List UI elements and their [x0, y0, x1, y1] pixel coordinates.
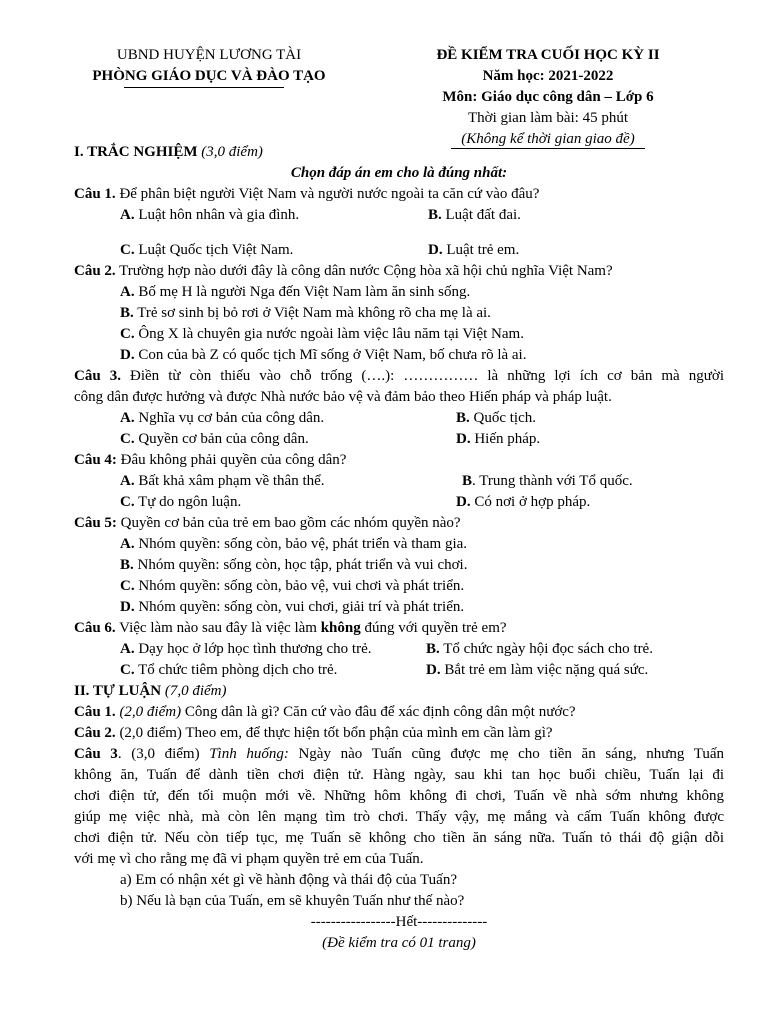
option-c: C. Luật Quốc tịch Việt Nam. [120, 242, 294, 258]
question-6: Câu 6. Việc làm nào sau đây là việc làm không đúng với quyền trẻ em? [74, 620, 507, 636]
essay-question-1: Câu 1. (2,0 điểm) Công dân là gì? Căn cứ vào đâu để xác định công dân một nước? [74, 704, 576, 720]
question-3-options-ab [74, 408, 724, 429]
question-1-options-cd [74, 240, 724, 261]
question-6-options-cd [74, 660, 724, 681]
option-c: C. Tự do ngôn luận. [120, 494, 242, 510]
part1-heading: I. TRẮC NGHIỆM (3,0 điểm) [74, 144, 263, 160]
option-a: A. Nghĩa vụ cơ bản của công dân. [120, 410, 325, 426]
department-name: PHÒNG GIÁO DỤC VÀ ĐÀO TẠO [92, 68, 326, 84]
question-3-options-cd [74, 429, 724, 450]
duration-note: (Không kể thời gian giao đề) [461, 131, 635, 147]
essay-question-3-line: giúp mẹ việc nhà, mà còn lên mạng tìm trò chơi. Thấy vậy, mẹ mắng và cấm Tuấn không được [74, 809, 724, 825]
question-5: Câu 5: Quyền cơ bản của trẻ em bao gồm các nhóm quyền nào? [74, 515, 461, 531]
option-b: B. Nhóm quyền: sống còn, học tập, phát triển và vui chơi. [120, 557, 468, 573]
essay-question-3b: b) Nếu là bạn của Tuấn, em sẽ khuyên Tuấn như thế nào? [120, 893, 465, 909]
option-d: D. Con của bà Z có quốc tịch Mĩ sống ở Việt Nam, bố chưa rõ là ai. [120, 347, 527, 363]
option-a: A. Bố mẹ H là người Nga đến Việt Nam làm ăn sinh sống. [120, 284, 471, 300]
question-6-options-ab [74, 639, 724, 660]
option-c: C. Tổ chức tiêm phòng dịch cho trẻ. [120, 662, 338, 678]
district-name: UBND HUYỆN LƯƠNG TÀI [116, 47, 302, 63]
page-count-note: (Đề kiểm tra có 01 trang) [322, 935, 476, 951]
option-c: C. Nhóm quyền: sống còn, bảo vệ, vui chơi và phát triển. [120, 578, 465, 594]
option-a: A. Dạy học ở lớp học tình thương cho trẻ. [120, 641, 372, 657]
essay-question-3-line: chơi điện tử, đến tối muộn mới về. Những hôm không đi chơi, Tuấn về nhà sớm nhưng không [74, 788, 724, 804]
exam-body [74, 142, 724, 954]
essay-question-3-line: với mẹ vì cho rằng mẹ đã vi phạm quyền trẻ em của Tuấn. [74, 851, 424, 867]
essay-question-3-line: chơi điện tử. Nếu còn tiếp tục, mẹ Tuấn sẽ không cho tiền ăn sáng nữa. Tuấn tỏ thái độ giận dỗi [74, 830, 724, 846]
option-b: B. Luật đất đai. [428, 207, 521, 223]
question-4: Câu 4: Đâu không phải quyền của công dân? [74, 452, 347, 468]
option-d: D. Luật trẻ em. [428, 242, 520, 258]
option-a: A. Luật hôn nhân và gia đình. [120, 207, 300, 223]
part2-heading: II. TỰ LUẬN (7,0 điểm) [74, 683, 227, 699]
essay-question-2: Câu 2. (2,0 điểm) Theo em, để thực hiện tốt bổn phận của mình em cần làm gì? [74, 725, 553, 741]
question-4-options-ab [74, 471, 724, 492]
question-4-options-cd [74, 492, 724, 513]
duration: Thời gian làm bài: 45 phút [468, 110, 628, 126]
option-d: D. Có nơi ở hợp pháp. [456, 494, 591, 510]
option-b: B. Quốc tịch. [456, 410, 536, 426]
option-d: D. Nhóm quyền: sống còn, vui chơi, giải trí và phát triển. [120, 599, 465, 615]
option-c: C. Quyền cơ bản của công dân. [120, 431, 309, 447]
option-a: A. Bất khả xâm phạm về thân thể. [120, 473, 325, 489]
end-marker: -----------------Hết-------------- [310, 914, 488, 930]
essay-question-3: Câu 3. (3,0 điểm) Tình huống: Ngày nào Tuấn cũng được mẹ cho tiền ăn sáng, nhưng Tuấn [74, 746, 724, 762]
part1-instruction: Chọn đáp án em cho là đúng nhất: [290, 165, 508, 181]
option-b: B. Trẻ sơ sinh bị bỏ rơi ở Việt Nam mà không rõ cha mẹ là ai. [120, 305, 491, 321]
question-3: Câu 3. Điền từ còn thiếu vào chỗ trống (….): …………… là những lợi ích cơ bản mà người [74, 368, 724, 384]
spacer [74, 226, 724, 240]
option-a: A. Nhóm quyền: sống còn, bảo vệ, phát triển và tham gia. [120, 536, 468, 552]
header-left [64, 45, 354, 87]
option-d: D. Bắt trẻ em làm việc nặng quá sức. [426, 662, 649, 678]
subject: Môn: Giáo dục công dân – Lớp 6 [442, 89, 654, 105]
essay-question-3-line: không ăn, Tuấn để dành tiền chơi điện tử. Hàng ngày, sau khi tan học buổi chiều, Tuấn lại đi [74, 767, 724, 783]
header-left-underline [124, 87, 284, 88]
question-2: Câu 2. Trường hợp nào dưới đây là công dân nước Cộng hòa xã hội chủ nghĩa Việt Nam? [74, 263, 613, 279]
question-1-options-ab [74, 205, 724, 226]
option-b: B. Trung thành với Tổ quốc. [462, 473, 633, 489]
header-right [400, 45, 696, 150]
essay-question-3a: a) Em có nhận xét gì về hành động và thái độ của Tuấn? [120, 872, 458, 888]
option-b: B. Tổ chức ngày hội đọc sách cho trẻ. [426, 641, 653, 657]
option-d: D. Hiến pháp. [456, 431, 541, 447]
option-c: C. Ông X là chuyên gia nước ngoài làm việc lâu năm tại Việt Nam. [120, 326, 524, 342]
exam-title: ĐỀ KIỂM TRA CUỐI HỌC KỲ II [436, 47, 660, 63]
question-1: Câu 1. Để phân biệt người Việt Nam và người nước ngoài ta căn cứ vào đâu? [74, 186, 540, 202]
question-3-cont: công dân được hưởng và được Nhà nước bảo vệ và đảm bảo theo Hiến pháp và pháp luật. [74, 389, 612, 405]
school-year: Năm học: 2021-2022 [482, 68, 614, 84]
